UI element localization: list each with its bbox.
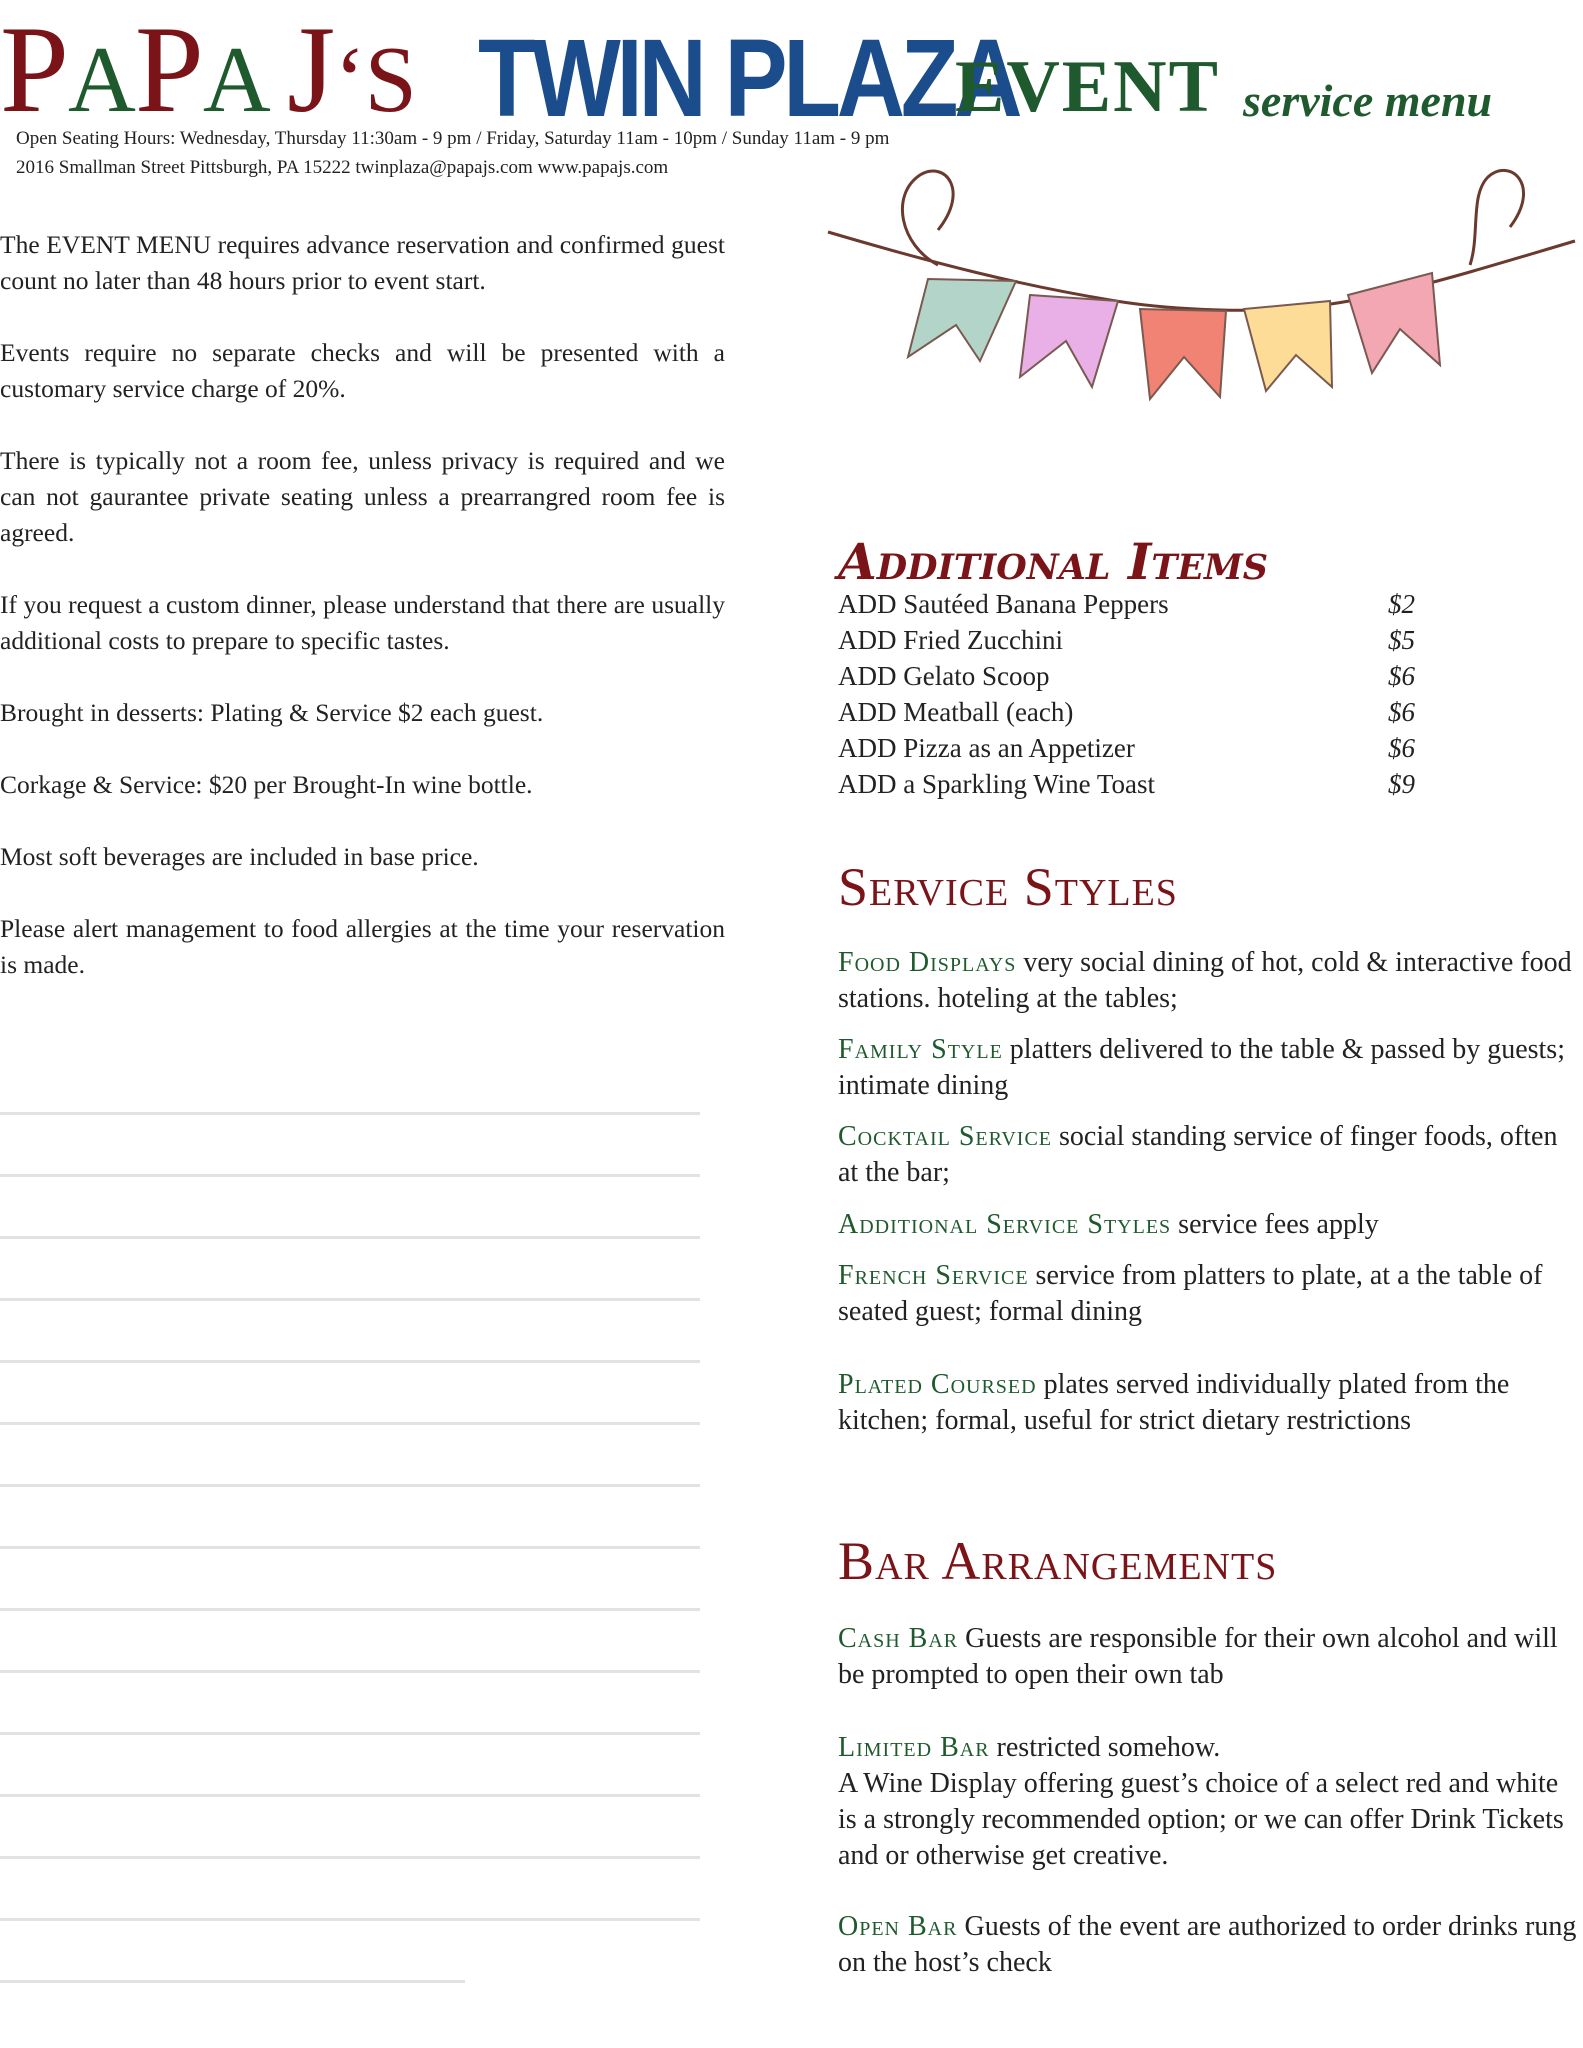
bar-name: Cash Bar	[838, 1623, 959, 1654]
notes-line	[0, 1794, 700, 1797]
bar-cash-bar	[838, 1621, 1583, 1693]
style-additional-service-styles	[838, 1207, 1583, 1243]
item-price: $6	[1388, 733, 1415, 763]
policy-reservation: The EVENT MENU requires advance reservation and confirmed guest count no later than 48 hours prior to event start.	[0, 230, 725, 295]
style-name: Plated Coursed	[838, 1369, 1037, 1400]
pennant-yellow	[1244, 301, 1332, 391]
pennant-coral	[1140, 309, 1226, 399]
bar-arrangements-title: Bar Arrangements	[838, 1531, 1278, 1591]
notes-line	[0, 1856, 700, 1859]
brand-event: EVENT	[955, 46, 1220, 128]
policy-soft-beverages: Most soft beverages are included in base price.	[0, 842, 479, 871]
service-styles-title: Service Styles	[838, 857, 1178, 917]
style-desc: service fees apply	[1171, 1209, 1379, 1240]
item-name: ADD Meatball (each)	[838, 697, 1074, 727]
additional-items-title: Additional Items	[838, 532, 1269, 591]
notes-line	[0, 1174, 700, 1177]
additional-items-list	[838, 586, 1418, 802]
style-food-displays	[838, 945, 1583, 1017]
list-item	[838, 730, 1418, 766]
item-price: $9	[1388, 769, 1415, 799]
list-item	[838, 658, 1418, 694]
notes-line	[0, 1732, 700, 1735]
style-family-style	[838, 1032, 1583, 1104]
pennant-lilac	[1020, 295, 1118, 387]
item-name: ADD Fried Zucchini	[838, 625, 1063, 655]
item-price: $6	[1388, 661, 1415, 691]
style-name: French Service	[838, 1260, 1029, 1291]
item-price: $6	[1388, 697, 1415, 727]
policy-corkage: Corkage & Service: $20 per Brought-In wine bottle.	[0, 770, 533, 799]
policy-room-fee: There is typically not a room fee, unless privacy is required and we can not gaurantee private seating unless a prearrangred room fee is agreed.	[0, 446, 725, 547]
bunting-decoration	[820, 165, 1580, 435]
notes-line	[0, 1670, 700, 1673]
style-french-service	[838, 1258, 1583, 1330]
item-name: ADD a Sparkling Wine Toast	[838, 769, 1155, 799]
bar-name: Open Bar	[838, 1911, 958, 1942]
notes-line	[0, 1608, 700, 1611]
list-item	[838, 766, 1418, 802]
bar-limited-bar	[838, 1730, 1583, 1874]
item-price: $2	[1388, 589, 1415, 619]
style-name: Cocktail Service	[838, 1121, 1053, 1152]
style-desc: service from platters to plate, at a the table of seated guest; formal dining	[838, 1260, 1543, 1327]
notes-line	[0, 1484, 700, 1487]
address-contact: 2016 Smallman Street Pittsburgh, PA 15222 twinplaza@papajs.com www.papajs.com	[16, 157, 669, 178]
style-name: Food Displays	[838, 947, 1017, 978]
style-desc: very social dining of hot, cold & interactive food stations. hoteling at the tables;	[838, 947, 1572, 1014]
item-name: ADD Sautéed Banana Peppers	[838, 589, 1169, 619]
style-desc: plates served individually plated from the kitchen; formal, useful for strict dietary restrictions	[838, 1369, 1510, 1436]
policy-allergies: Please alert management to food allergies at the time your reservation is made.	[0, 914, 725, 979]
style-cocktail-service	[838, 1119, 1583, 1191]
item-name: ADD Gelato Scoop	[838, 661, 1050, 691]
bar-desc: Guests of the event are authorized to order drinks rung on the host’s check	[838, 1911, 1577, 1978]
bar-desc: Guests are responsible for their own alcohol and will be prompted to open their own tab	[838, 1623, 1558, 1690]
brand-papa-js: PAPA J‘S	[0, 1, 416, 138]
policy-custom-dinner: If you request a custom dinner, please understand that there are usually additional costs to prepare to specific tastes.	[0, 590, 725, 655]
style-name: Family Style	[838, 1034, 1003, 1065]
bar-name: Limited Bar	[838, 1732, 990, 1763]
list-item	[838, 622, 1418, 658]
pennant-pink	[1348, 273, 1440, 373]
item-price: $5	[1388, 625, 1415, 655]
brand-service-menu: service menu	[1243, 75, 1493, 126]
notes-line	[0, 1298, 700, 1301]
bunting-right-loop	[1470, 170, 1524, 265]
notes-line	[0, 1980, 465, 1983]
style-desc: social standing service of finger foods, often at the bar;	[838, 1121, 1558, 1188]
brand-twin-plaza: TWIN PLAZA	[478, 17, 1019, 140]
style-name: Additional Service Styles	[838, 1209, 1172, 1240]
policy-service-charge: Events require no separate checks and will be presented with a customary service charge of 20%.	[0, 338, 725, 403]
notes-line	[0, 1112, 700, 1115]
style-desc: platters delivered to the table & passed by guests; intimate dining	[838, 1034, 1565, 1101]
bar-desc: restricted somehow.	[989, 1732, 1221, 1763]
bunting-left-loop	[902, 171, 953, 265]
list-item	[838, 586, 1418, 622]
notes-line	[0, 1422, 700, 1425]
bar-open-bar	[838, 1909, 1583, 1981]
pennant-teal	[908, 279, 1016, 361]
notes-line	[0, 1918, 700, 1921]
policy-desserts: Brought in desserts: Plating & Service $2 each guest.	[0, 698, 544, 727]
notes-line	[0, 1546, 700, 1549]
bar-desc-extra: A Wine Display offering guest’s choice of a select red and white is a strongly recommended option; or we can offer Drink Tickets and or otherwise get creative.	[838, 1768, 1564, 1871]
notes-line	[0, 1360, 700, 1363]
notes-line	[0, 1236, 700, 1239]
open-seating-hours: Open Seating Hours: Wednesday, Thursday 11:30am - 9 pm / Friday, Saturday 11am - 10pm / Sunday 11am - 9 pm	[16, 128, 890, 149]
style-plated-coursed	[838, 1367, 1583, 1439]
item-name: ADD Pizza as an Appetizer	[838, 733, 1135, 763]
list-item	[838, 694, 1418, 730]
